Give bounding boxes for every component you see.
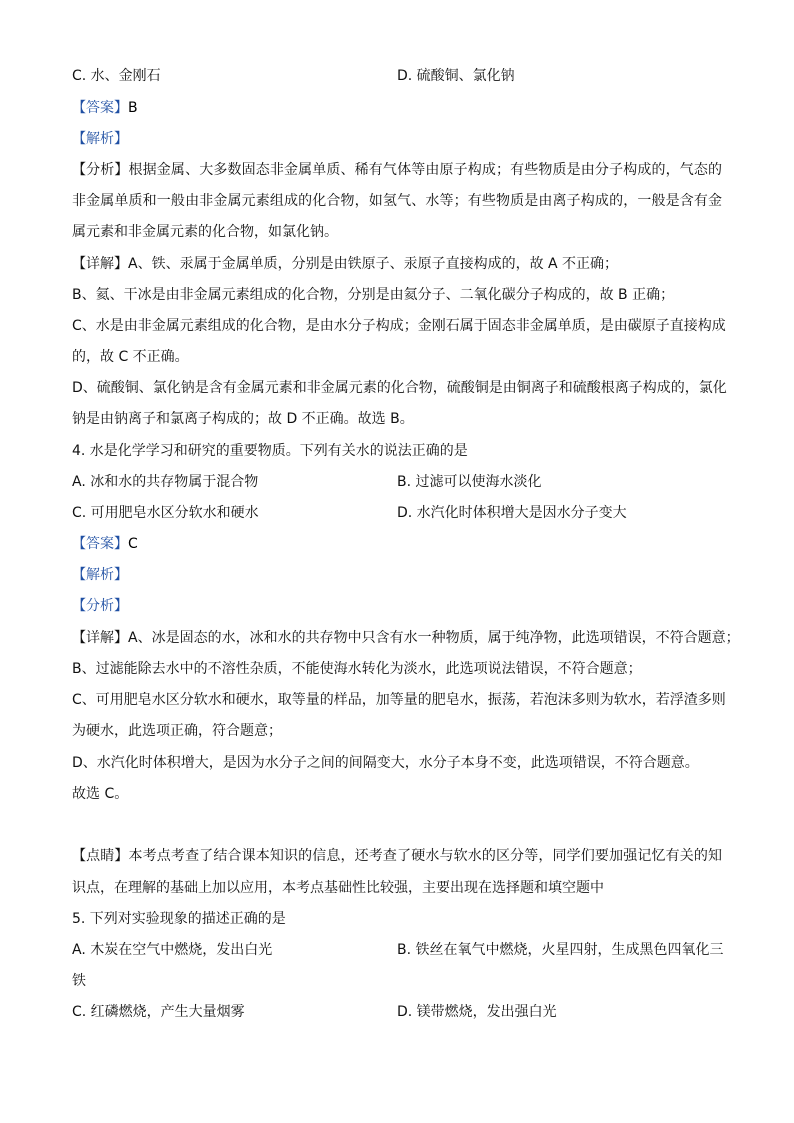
xiangjie-line: 【详解】A、铁、汞属于金属单质，分别是由铁原子、汞原子直接构成的，故 A 不正确； <box>72 256 619 272</box>
option-d: D. 水汽化时体积增大是因水分子变大 <box>397 505 627 521</box>
dianjing-line: 识点，在理解的基础上加以应用，本考点基础性比较强，主要出现在选择题和填空题中 <box>72 880 604 896</box>
option-b: B. 过滤可以使海水淡化 <box>397 474 542 490</box>
answer-value: B <box>128 100 138 116</box>
conclusion-line: 故选 C。 <box>72 786 129 802</box>
option-c: C. 红磷燃烧，产生大量烟雾 <box>72 1004 245 1020</box>
xiangjie-line: B、氦、干冰是由非金属元素组成的化合物，分别是由氦分子、二氧化碳分子构成的，故 B 正确； <box>72 287 675 303</box>
fenxi-paragraph-line: 【分析】根据金属、大多数固态非金属单质、稀有气体等由原子构成；有些物质是由分子构成的，气态的 <box>72 162 722 178</box>
fenxi-tag: 【分析】 <box>72 598 128 614</box>
xiangjie-line: B、过滤能除去水中的不溶性杂质，不能使海水转化为淡水，此选项说法错误，不符合题意； <box>72 661 642 677</box>
option-b-continued: 铁 <box>72 973 86 989</box>
option-a: A. 冰和水的共存物属于混合物 <box>72 474 259 490</box>
fenxi-paragraph-line: 非金属单质和一般由非金属元素组成的化合物，如氢气、水等；有些物质是由离子构成的，一般是含有金 <box>72 193 722 209</box>
xiangjie-line: 为硬水，此选项正确，符合题意； <box>72 723 282 739</box>
option-b: B. 铁丝在氧气中燃烧，火星四射，生成黑色四氧化三 <box>397 942 724 958</box>
xiangjie-line: 的，故 C 不正确。 <box>72 349 189 365</box>
analysis-heading <box>72 565 128 585</box>
xiangjie-line: D、水汽化时体积增大，是因为水分子之间的间隔变大，水分子本身不变，此选项错误，不符合题意。 <box>72 755 699 771</box>
answer-tag: 【答案】 <box>72 536 128 552</box>
question-stem: 4. 水是化学学习和研究的重要物质。下列有关水的说法正确的是 <box>72 443 468 459</box>
analysis-heading <box>72 129 128 149</box>
xiangjie-line: D、硫酸铜、氯化钠是含有金属元素和非金属元素的化合物，硫酸铜是由铜离子和硫酸根离子构成的，氯化 <box>72 380 727 396</box>
xiangjie-line: 【详解】A、冰是固态的水，冰和水的共存物中只含有水一种物质，属于纯净物，此选项错误，不符合题意； <box>72 630 740 646</box>
xiangjie-line: C、可用肥皂水区分软水和硬水，取等量的样品，加等量的肥皂水，振荡，若泡沫多则为软水，若浮渣多则 <box>72 692 726 708</box>
question-stem: 5. 下列对实验现象的描述正确的是 <box>72 911 286 927</box>
answer-line <box>72 98 138 118</box>
xiangjie-line: C、水是由非金属元素组成的化合物，是由水分子构成；金刚石属于固态非金属单质，是由碳原子直接构成 <box>72 318 726 334</box>
fenxi-paragraph-line: 属元素和非金属元素的化合物，如氯化钠。 <box>72 224 338 240</box>
analysis-tag: 【解析】 <box>72 131 128 147</box>
option-c: C. 水、金刚石 <box>72 68 161 84</box>
answer-value: C <box>128 536 138 552</box>
answer-line <box>72 534 138 554</box>
option-a: A. 木炭在空气中燃烧，发出白光 <box>72 942 273 958</box>
option-c: C. 可用肥皂水区分软水和硬水 <box>72 505 259 521</box>
dianjing-line: 【点睛】本考点考查了结合课本知识的信息，还考查了硬水与软水的区分等，同学们要加强记忆有关的知 <box>72 848 722 864</box>
option-d: D. 硫酸铜、氯化钠 <box>397 68 515 84</box>
xiangjie-line: 钠是由钠离子和氯离子构成的；故 D 不正确。故选 B。 <box>72 411 414 427</box>
analysis-tag: 【解析】 <box>72 567 128 583</box>
option-d: D. 镁带燃烧，发出强白光 <box>397 1004 557 1020</box>
answer-tag: 【答案】 <box>72 100 128 116</box>
fenxi-heading <box>72 596 128 616</box>
